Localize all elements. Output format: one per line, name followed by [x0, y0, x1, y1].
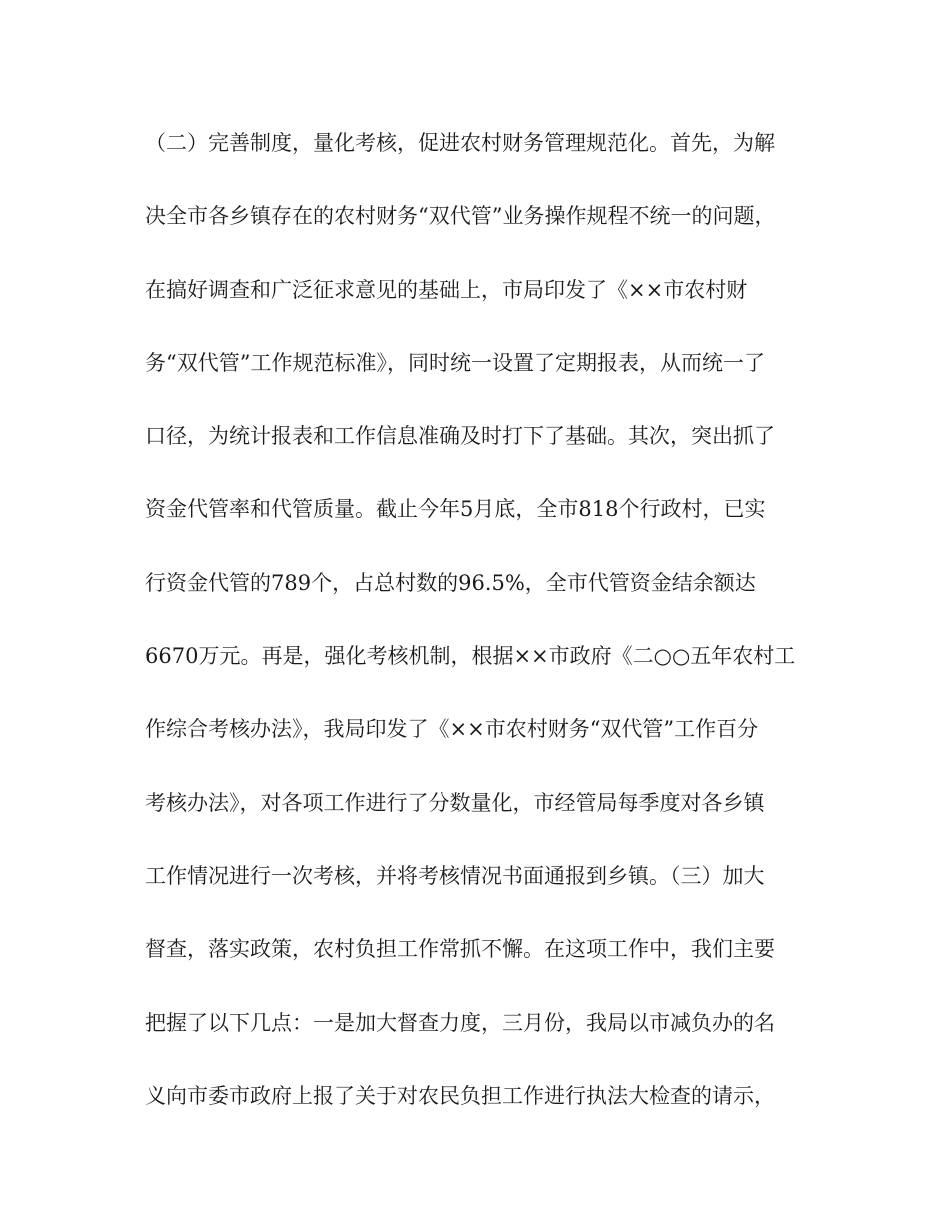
text-line: 决全市各乡镇存在的农村财务“双代管”业务操作规程不统一的问题，	[145, 204, 776, 229]
text-line: 督查，落实政策，农村负担工作常抓不懈。在这项工作中，我们主要	[145, 937, 775, 962]
text-line: 行资金代管的789个，占总村数的96.5%，全市代管资金结余额达	[145, 570, 756, 595]
text-line: 考核办法》，对各项工作进行了分数量化，市经管局每季度对各乡镇	[145, 790, 765, 815]
text-line: 务“双代管”工作规范标准》，同时统一设置了定期报表，从而统一了	[145, 350, 765, 375]
text-line: 工作情况进行一次考核，并将考核情况书面通报到乡镇。（三）加大	[145, 863, 765, 888]
text-line: 6670万元。再是，强化考核机制，根据××市政府《二○○五年农村工	[145, 644, 796, 669]
text-line: 资金代管率和代管质量。截止今年5月底，全市818个行政村，已实	[145, 497, 766, 522]
text-line: 口径，为统计报表和工作信息准确及时打下了基础。其次，突出抓了	[145, 424, 775, 449]
text-line: 作综合考核办法》，我局印发了《××市农村财务“双代管”工作百分	[145, 717, 759, 742]
text-line: 义向市委市政府上报了关于对农民负担工作进行执法大检查的请示，	[145, 1083, 775, 1108]
body-text	[145, 120, 825, 1146]
text-line: 在搞好调查和广泛征求意见的基础上，市局印发了《××市农村财	[145, 277, 748, 302]
text-line: （二）完善制度，量化考核，促进农村财务管理规范化。首先，为解	[145, 131, 775, 155]
text-line: 把握了以下几点：一是加大督查力度，三月份，我局以市减负办的名	[145, 1010, 775, 1035]
